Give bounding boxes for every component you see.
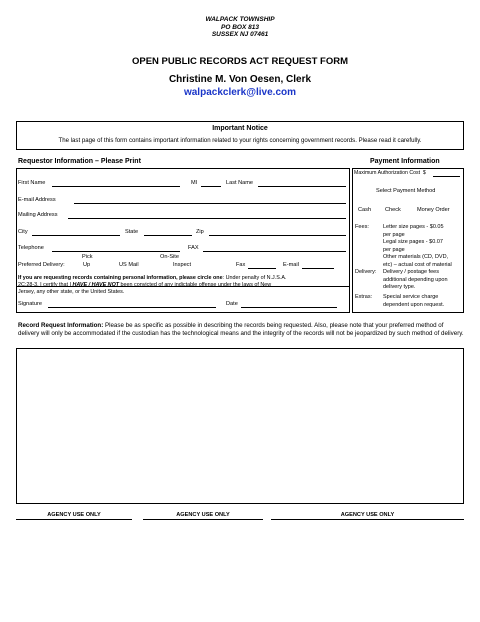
fee-line: per page [383,246,405,253]
record-request-textarea[interactable] [16,348,464,504]
delivery-option-fax[interactable]: Fax [236,262,246,268]
city-state-zip: SUSSEX NJ 07461 [211,31,269,38]
delivery-option-pickup[interactable]: Up [83,262,91,268]
delivery-option-usmail[interactable]: US Mail [119,262,139,268]
state-field[interactable] [144,235,192,236]
email-address-field[interactable] [74,203,346,204]
fees-label: Fees: [355,224,369,230]
fee-line: Other materials (CD, DVD, [383,254,449,260]
township-name: WALPACK TOWNSHIP [205,16,275,23]
fee-line: Legal size pages - $0.07 [383,239,443,245]
email-address-label: E-mail Address [18,197,56,203]
onsite-label: On-Site [160,254,179,260]
dollar-sign: $ [422,170,426,176]
po-box: PO BOX 813 [221,23,259,31]
last-name-field[interactable] [258,186,346,187]
email-option-field[interactable] [302,268,334,269]
have-not-option[interactable]: HAVE NOT [91,282,120,288]
mi-label: MI [191,180,198,186]
fax-option-field[interactable] [248,268,276,269]
city-field[interactable] [32,235,120,236]
zip-field[interactable] [209,235,346,236]
select-method-label: Select Payment Method [376,188,436,194]
circle-statement-line1 [18,275,286,282]
notice-title: Important Notice [212,125,268,132]
telephone-label: Telephone [18,245,44,251]
clerk-name: Christine M. Von Oesen, Clerk [168,74,312,85]
preferred-delivery-label: Preferred Delivery: [18,262,65,268]
mailing-address-field[interactable] [68,218,346,219]
max-cost-field[interactable] [433,176,460,177]
date-field[interactable] [241,307,337,308]
city-label: City [18,229,28,235]
circle-statement-bold: If you are requesting records containing personal information, please circle one [18,275,223,281]
delivery-option-inspect[interactable]: Inspect [173,262,192,268]
delivery-fee-line: additional depending upon [383,276,448,283]
max-cost-label [354,170,426,177]
last-name-label: Last Name [226,180,254,186]
slash-separator: / [87,282,92,288]
state-label: State [125,229,139,235]
circle-statement-a: : Under penalty of N.J.S.A. [222,275,287,281]
delivery-fee-list [383,269,463,292]
agency-use-col2: AGENCY USE ONLY [143,512,263,520]
circle-statement-b1: 2C:28-3, I certify that I [18,282,72,288]
requestor-heading: Requestor Information – Please Print [18,158,141,165]
first-name-field[interactable] [52,186,180,187]
important-notice [16,121,464,150]
signature-field[interactable] [48,307,216,308]
record-request-label: Record Request Information: [18,322,104,329]
fax-field[interactable] [203,251,346,252]
extras-label: Extras: [355,294,373,300]
circle-statement-line3: Jersey, any other state, or the United States. [18,289,125,295]
delivery-option-email[interactable]: E-mail [283,262,299,268]
date-label: Date [226,301,238,307]
first-name-label: First Name [18,180,46,186]
mailing-address-label: Mailing Address [18,212,58,218]
delivery-fee-line: delivery type. [383,284,416,290]
circle-statement-b2: been convicted of any indictable offense under the laws of New [119,282,272,288]
agency-use-col1: AGENCY USE ONLY [16,512,132,520]
delivery-fee-label: Delivery: [355,269,377,275]
fee-line: etc) – actual cost of material [383,261,452,268]
extras-list [383,294,463,309]
delivery-fee-line: Delivery / postage fees [383,269,439,275]
payment-cash[interactable]: Cash [358,207,372,213]
record-request-text: Please be as specific as possible in describing the records being requested. Also, please note that your preferred method of delivery will only be accommodated if the custodian has the technological means and the integrity of the records will not be jeopardized by such method of delivery. [18,322,464,337]
notice-text: The last page of this form contains important information related to your rights concerning government records. Please read it carefully. [58,137,422,144]
max-cost-text: Maximum Authorization Cost [354,170,421,176]
have-option[interactable]: HAVE [72,282,88,288]
record-request-instructions [18,322,464,338]
zip-label: Zip [196,229,204,235]
payment-heading: Payment Information [370,158,440,165]
clerk-email[interactable]: walpackclerk@live.com [183,87,297,98]
fee-line: per page [383,231,405,238]
agency-use-col3: AGENCY USE ONLY [271,512,464,520]
telephone-field[interactable] [52,251,180,252]
fees-list [383,224,463,269]
extras-line: dependent upon request. [383,301,445,308]
fee-line: Letter size pages - $0.05 [383,224,444,230]
mi-field[interactable] [201,186,221,187]
pick-label: Pick [82,254,93,260]
fax-label: FAX [188,245,199,251]
extras-line: Special service charge [383,294,439,300]
payment-money-order[interactable]: Money Order [417,207,450,213]
payment-check[interactable]: Check [385,207,401,213]
letterhead [0,16,480,39]
signature-label: Signature [18,301,42,307]
form-title: OPEN PUBLIC RECORDS ACT REQUEST FORM [131,56,349,67]
